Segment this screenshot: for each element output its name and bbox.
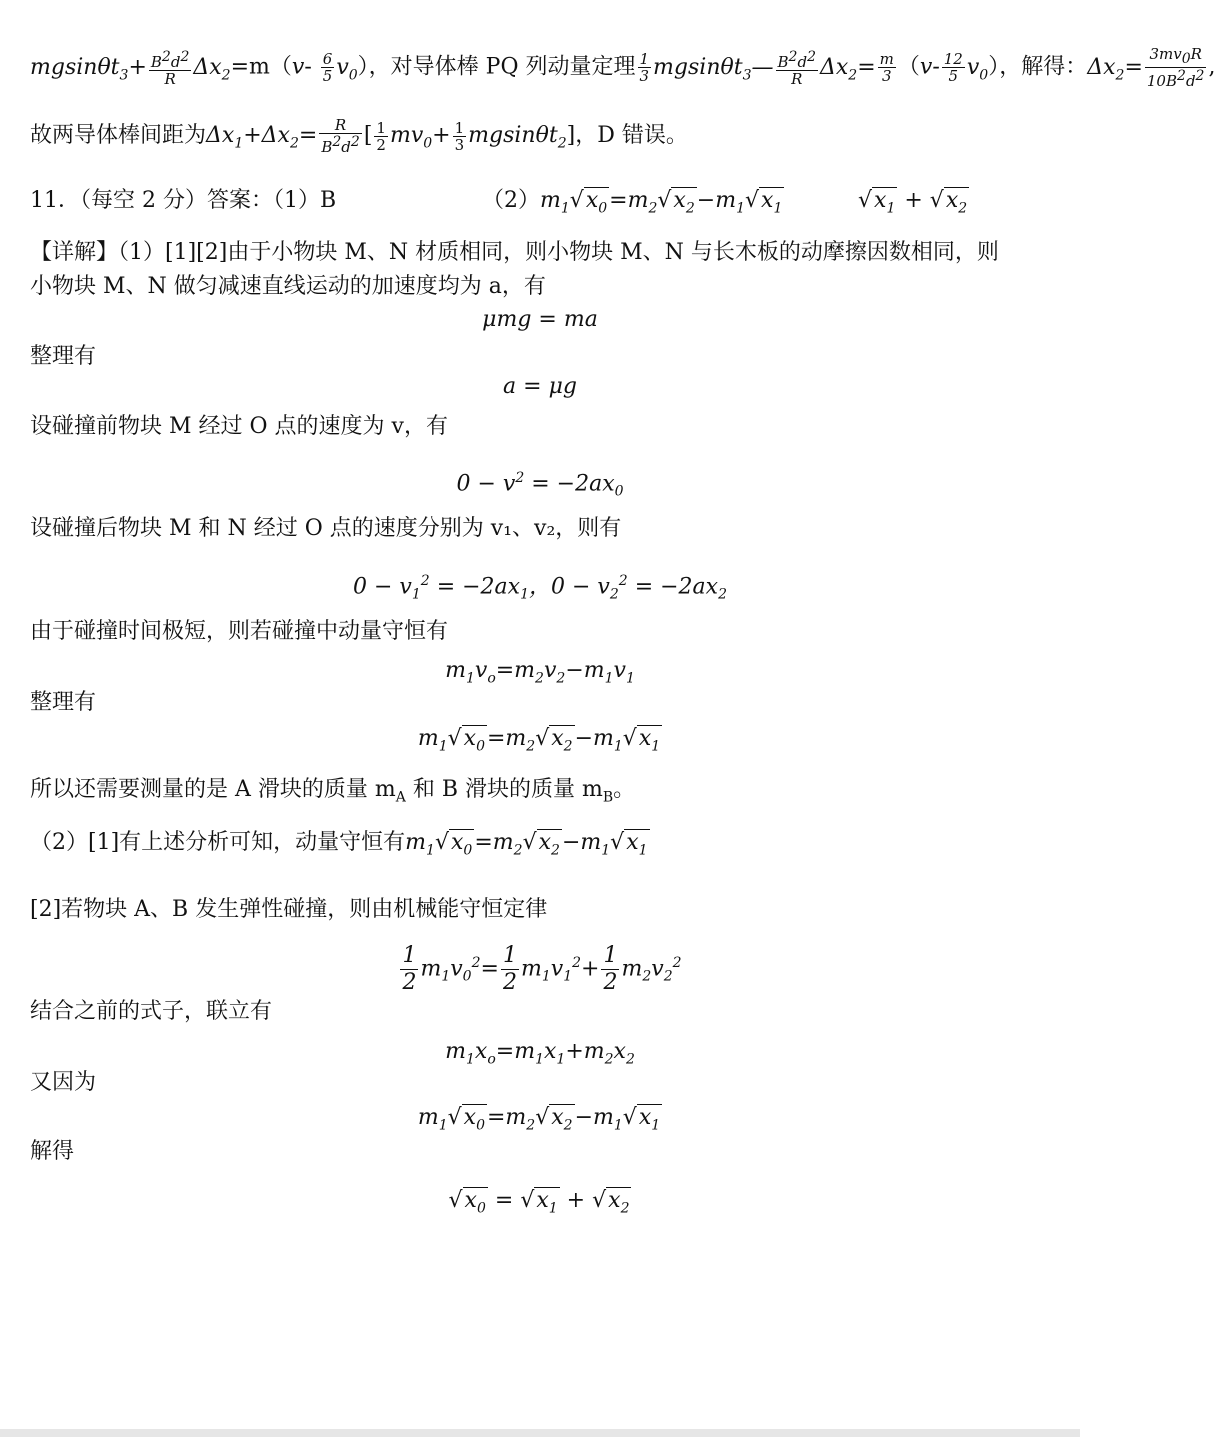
text-solve: 解得 [30, 1139, 75, 1164]
text-zhengli-2: 整理有 [30, 690, 97, 715]
equation-energy: $\frac{1}{2}$ $m_1v_0^2=$ $\frac{1}{2}$ $m_1v_1^2+$ $\frac{1}{2}$ $m_2v_2^2$ [402, 942, 682, 995]
detail-intro-line-1: 【详解】（1）[1][2]由于小物块 M、N 材质相同，则小物块 M、N 与长木板的动摩擦因数相同，则 [30, 240, 999, 265]
text-measure-masses: 所以还需要测量的是 A 滑块的质量 $m_A$ 和 B 滑块的质量 $m_B$。 [30, 777, 636, 806]
text-velocity-v: 设碰撞前物块 M 经过 O 点的速度为 v，有 [30, 414, 448, 439]
text-momentum-conservation: 由于碰撞时间极短，则若碰撞中动量守恒有 [30, 619, 449, 644]
text-elastic-collision: [2]若物块 A、B 发生弹性碰撞，则由机械能守恒定律 [30, 897, 548, 922]
equation-linear: $m_1x_o=m_1x_1+m_2x_2$ [445, 1039, 635, 1068]
equation-sqrt-momentum-2: $m_1√x_0=m_2√x_2-m_1√x_1$ [417, 1105, 661, 1134]
text-combine: 结合之前的式子，联立有 [30, 999, 273, 1024]
detail-intro-line-2: 小物块 M、N 做匀减速直线运动的加速度均为 a，有 [30, 274, 546, 299]
text-velocity-v1-v2: 设碰撞后物块 M 和 N 经过 O 点的速度分别为 v₁、v₂，则有 [30, 516, 622, 541]
text-because: 又因为 [30, 1070, 97, 1095]
equation-acceleration: a = μg [503, 374, 577, 399]
formula-line-1: mgsinθt$_3$+ $\frac{B^2d^2}{R}$ $\Delta x_2=m(v-$ $\frac{6}{5}$ $v_0$），对导体棒 PQ 列动量定理 $\frac{1}{3}$ mgsinθt$_3$— $\frac{B^2d^2}{R}$ $\Delta x_2=$ $\frac{m}{3}$ （v- $\frac{12}{5}$ $v_0$），解得：$\Delta x_2=$ $\frac{3mv_0R}{10B^2d^2}$ , [30, 45, 1215, 90]
equation-momentum: $m_1v_o=m_2v_2-m_1v_1$ [445, 658, 635, 687]
question-11-answer: 11．（每空 2 分）答案：（1）B [30, 188, 337, 213]
question-11-part2-answer2: $√x_1 + √x_2$ [858, 188, 968, 217]
equation-sqrt-momentum-1: $m_1√x_0=m_2√x_2-m_1√x_1$ [417, 726, 661, 755]
equation-result: $√x_0 = √x_1 + √x_2$ [448, 1188, 630, 1217]
text-zhengli-1: 整理有 [30, 344, 97, 369]
equation-v-squared: $0 - v^2 = -2ax_0$ [456, 470, 624, 500]
text-part-2: （2）[1]有上述分析可知，动量守恒有$m_1√x_0=m_2√x_2-m_1√x_1$ [30, 830, 648, 859]
equation-friction: μmg = ma [482, 307, 598, 332]
question-11-part2: $(2)m_1√x_0=m_2√x_2-m_1√x_1$ [482, 188, 783, 217]
equation-v1-v2: $0 - v_1^2 = -2ax_1$，$0 - v_2^2 = -2ax_2$ [353, 573, 727, 603]
page-bottom-border [0, 1429, 1080, 1437]
formula-line-2: 故两导体棒间距为$\Delta x_1+\Delta x_2=$ $\frac{R}{B^2d^2}$ [ $\frac{1}{2}$ $mv_0+$ $\frac{1}{3}$ mgsinθt$_2$]，D 错误。 [30, 116, 688, 156]
